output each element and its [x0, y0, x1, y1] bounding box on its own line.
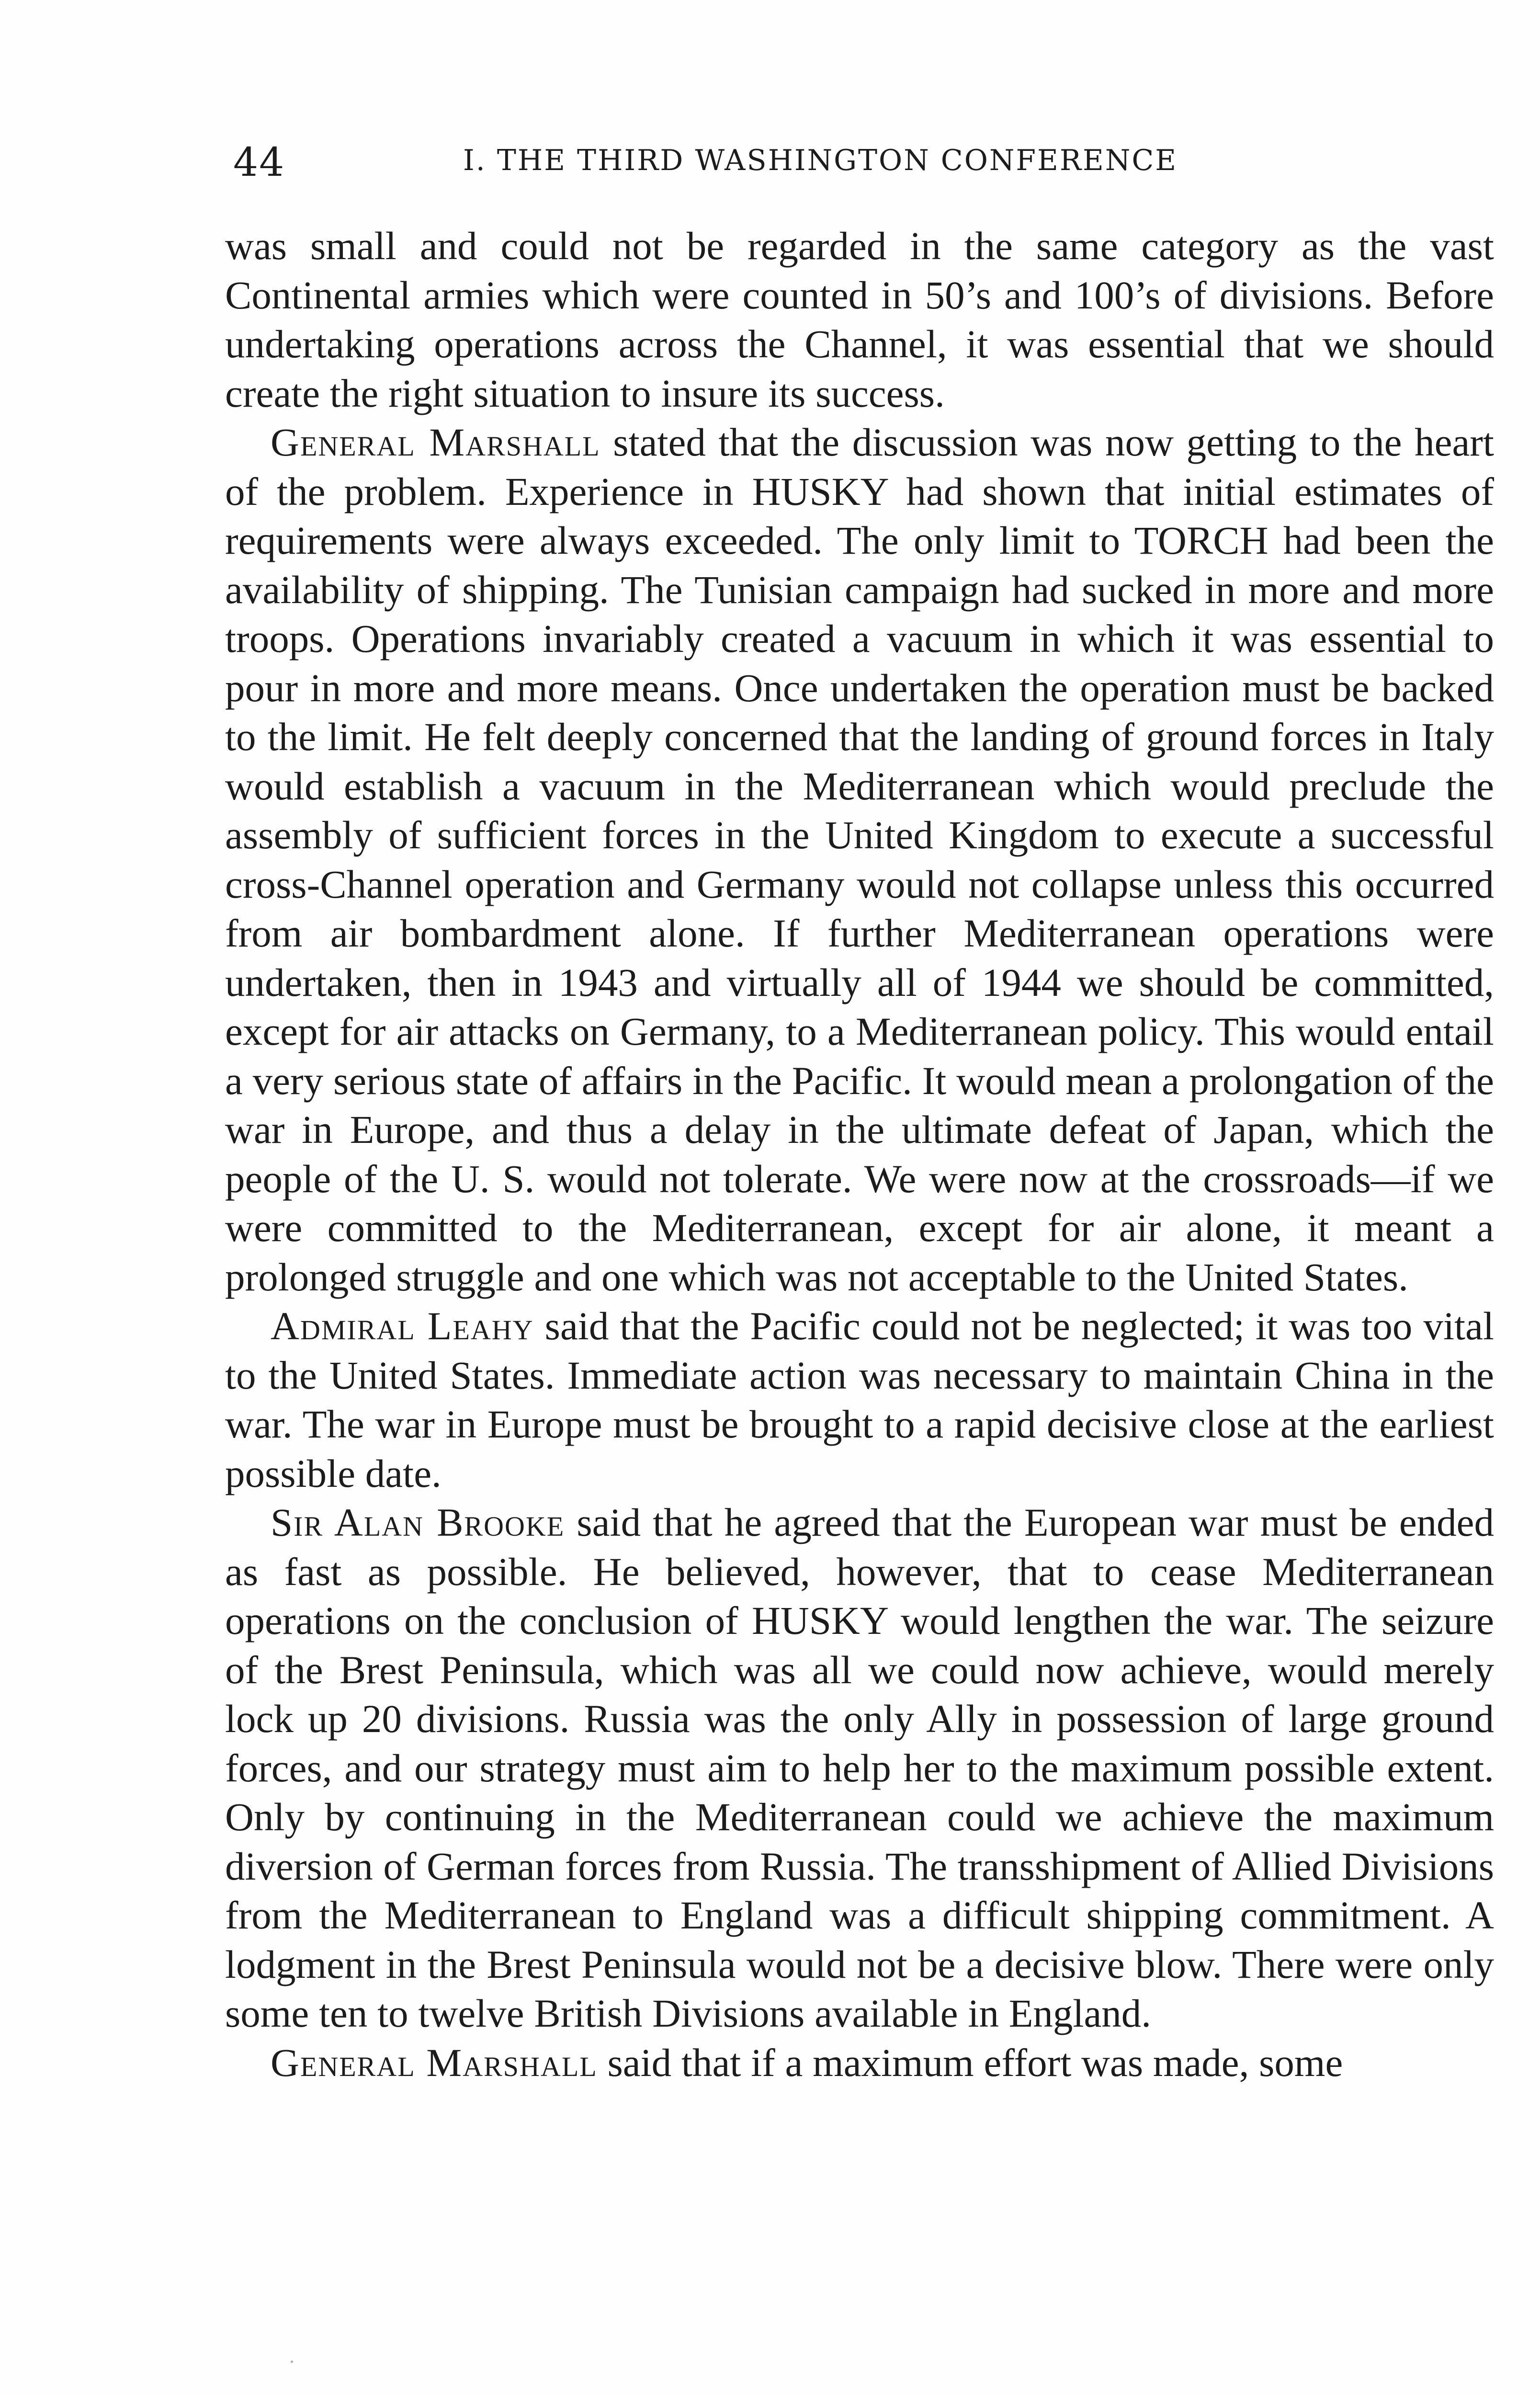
running-title: I. THE THIRD WASHINGTON CONFERENCE	[463, 144, 1178, 177]
speaker-name: Admiral Leahy	[271, 1304, 534, 1348]
paragraph-text: said that the Pacific could not be neglected; it was too vital to the United States. Immediate action was necessary to maintain China in the war. The war in Europe must be brought to a rapid decisive close at the earliest possible date.	[225, 1304, 1494, 1495]
paragraph	[225, 1498, 1494, 2038]
paragraph-text: was small and could not be regarded in the same category as the vast Continental armies which were counted in 50’s and 100’s of divisions. Before undertaking operations across the Channel, it was essential that we should create the right situation to insure its success.	[225, 224, 1494, 415]
speaker-name: General Marshall	[271, 2040, 598, 2085]
paragraph-text: stated that the discussion was now getting to the heart of the problem. Experience in HUSKY had shown that initial estimates of requirements were always exceeded. The only limit to TORCH had been the availability of shipping. The Tunisian campaign had sucked in more and more troops. Operations invariably created a vacuum in which it was essential to pour in more and more means. Once undertaken the operation must be backed to the limit. He felt deeply concerned that the landing of ground forces in Italy would establish a vacuum in the Mediterranean which would preclude the assembly of sufficient forces in the United Kingdom to execute a successful cross-Channel operation and Germany would not collapse unless this occurred from air bombardment alone. If further Mediterranean operations were undertaken, then in 1943 and virtually all of 1944 we should be committed, except for air attacks on Germany, to a Mediterranean policy. This would entail a very serious state of affairs in the Pacific. It would mean a prolongation of the war in Europe, and thus a delay in the ultimate defeat of Japan, which the people of the U. S. would not tolerate. We were now at the crossroads—if we were committed to the Mediterranean, except for air alone, it meant a prolonged struggle and one which was not acceptable to the United States.	[225, 420, 1494, 1299]
speaker-name: Sir Alan Brooke	[271, 1500, 565, 1544]
paragraph	[225, 2038, 1494, 2087]
body-text	[225, 221, 1494, 2087]
paragraph-text: said that if a maximum effort was made, some	[597, 2040, 1343, 2085]
speaker-name: General Marshall	[271, 420, 600, 464]
paragraph	[225, 418, 1494, 1301]
page-number: 44	[233, 140, 285, 185]
paragraph	[225, 1301, 1494, 1498]
print-speck	[291, 2361, 293, 2363]
running-header	[233, 129, 1488, 196]
paragraph	[225, 221, 1494, 418]
paragraph-text: said that he agreed that the European war must be ended as fast as possible. He believed, however, that to cease Mediterranean operations on the conclusion of HUSKY would lengthen the war. The seizure of the Brest Peninsula, which was all we could now achieve, would merely lock up 20 divisions. Russia was the only Ally in possession of large ground forces, and our strategy must aim to help her to the maximum possible extent. Only by continuing in the Mediterranean could we achieve the maximum diversion of German forces from Russia. The transshipment of Allied Divisions from the Mediterranean to England was a difficult shipping commitment. A lodgment in the Brest Peninsula would not be a decisive blow. There were only some ten to twelve British Divisions available in England.	[225, 1500, 1494, 2035]
